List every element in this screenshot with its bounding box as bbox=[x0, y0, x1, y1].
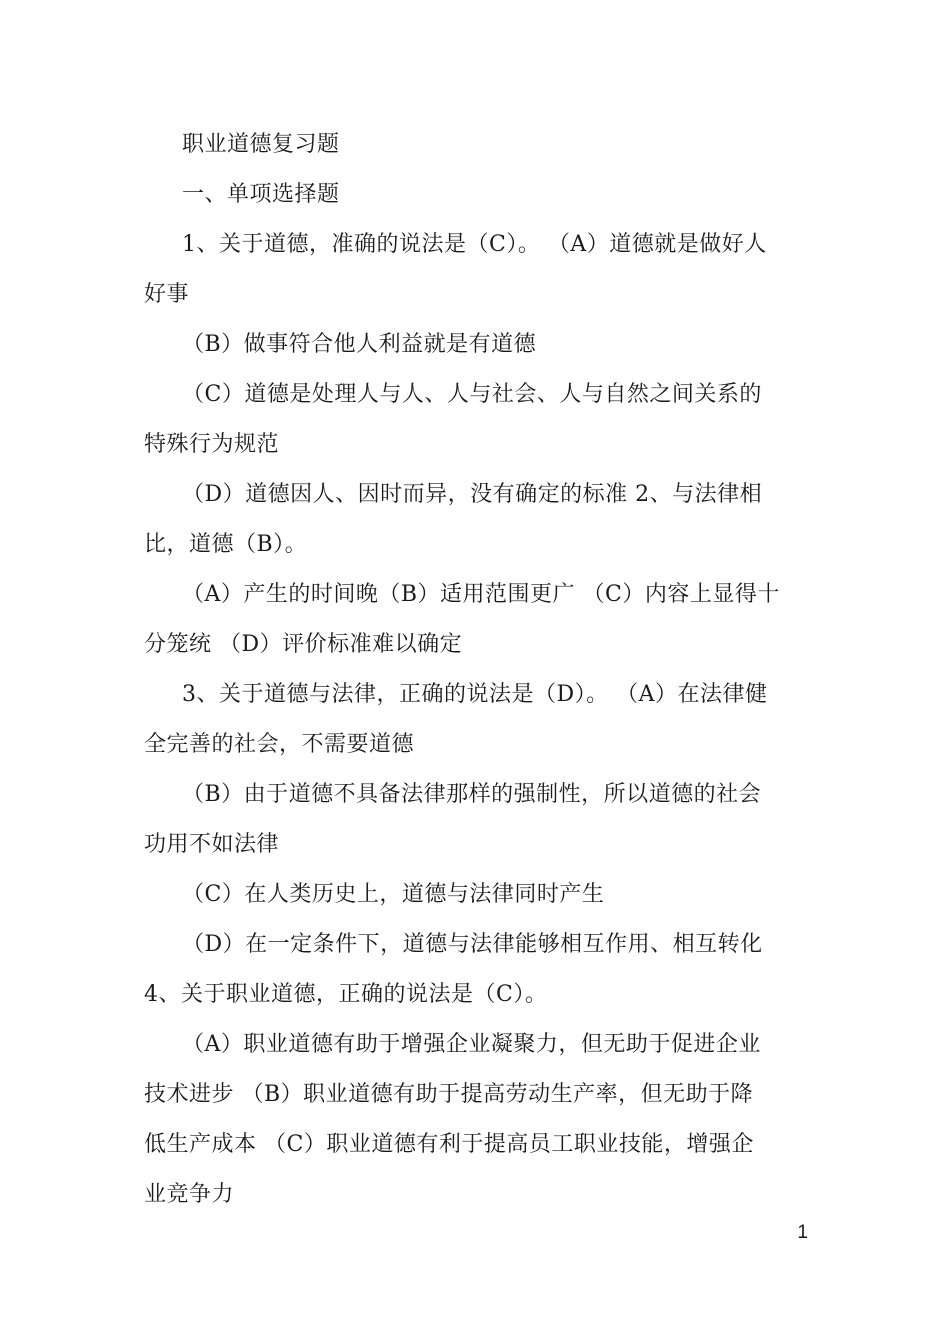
question-3-line-2: 全完善的社会，不需要道德 bbox=[144, 732, 415, 757]
question-1-option-c-line-1: （C）道德是处理人与人、人与社会、人与自然之间关系的 bbox=[182, 382, 762, 407]
question-1-option-d: （D）道德因人、因时而异，没有确定的标准 2、与法律相 bbox=[182, 482, 763, 507]
document-title: 职业道德复习题 bbox=[182, 132, 340, 157]
question-2-options-line-1: （A）产生的时间晚（B）适用范围更广 （C）内容上显得十 bbox=[182, 582, 780, 607]
question-3-option-d: （D）在一定条件下，道德与法律能够相互作用、相互转化 bbox=[182, 932, 763, 957]
question-3-line-1: 3、关于道德与法律，正确的说法是（D）。 （A）在法律健 bbox=[182, 682, 768, 707]
page-number: 1 bbox=[797, 1222, 808, 1243]
question-4-options-line-1: （A）职业道德有助于增强企业凝聚力，但无助于促进企业 bbox=[182, 1032, 761, 1057]
question-4-options-line-4: 业竞争力 bbox=[144, 1182, 235, 1207]
question-2-line-2: 比，道德（B）。 bbox=[144, 532, 308, 557]
question-4-options-line-2: 技术进步 （B）职业道德有助于提高劳动生产率，但无助于降 bbox=[144, 1082, 754, 1107]
question-1-option-c-line-2: 特殊行为规范 bbox=[144, 432, 280, 457]
question-1-line-2: 好事 bbox=[144, 282, 190, 307]
question-3-option-b-line-1: （B）由于道德不具备法律那样的强制性，所以道德的社会 bbox=[182, 782, 762, 807]
section-heading: 一、单项选择题 bbox=[182, 182, 340, 207]
question-4-line-1: 4、关于职业道德，正确的说法是（C）。 bbox=[144, 982, 548, 1007]
question-1-option-b: （B）做事符合他人利益就是有道德 bbox=[182, 332, 537, 357]
question-3-option-c: （C）在人类历史上，道德与法律同时产生 bbox=[182, 882, 605, 907]
question-1-line-1: 1、关于道德，准确的说法是（C）。 （A）道德就是做好人 bbox=[182, 232, 767, 257]
question-2-options-line-2: 分笼统 （D）评价标准难以确定 bbox=[144, 632, 463, 657]
question-3-option-b-line-2: 功用不如法律 bbox=[144, 832, 280, 857]
question-4-options-line-3: 低生产成本 （C）职业道德有利于提高员工职业技能，增强企 bbox=[144, 1132, 754, 1157]
